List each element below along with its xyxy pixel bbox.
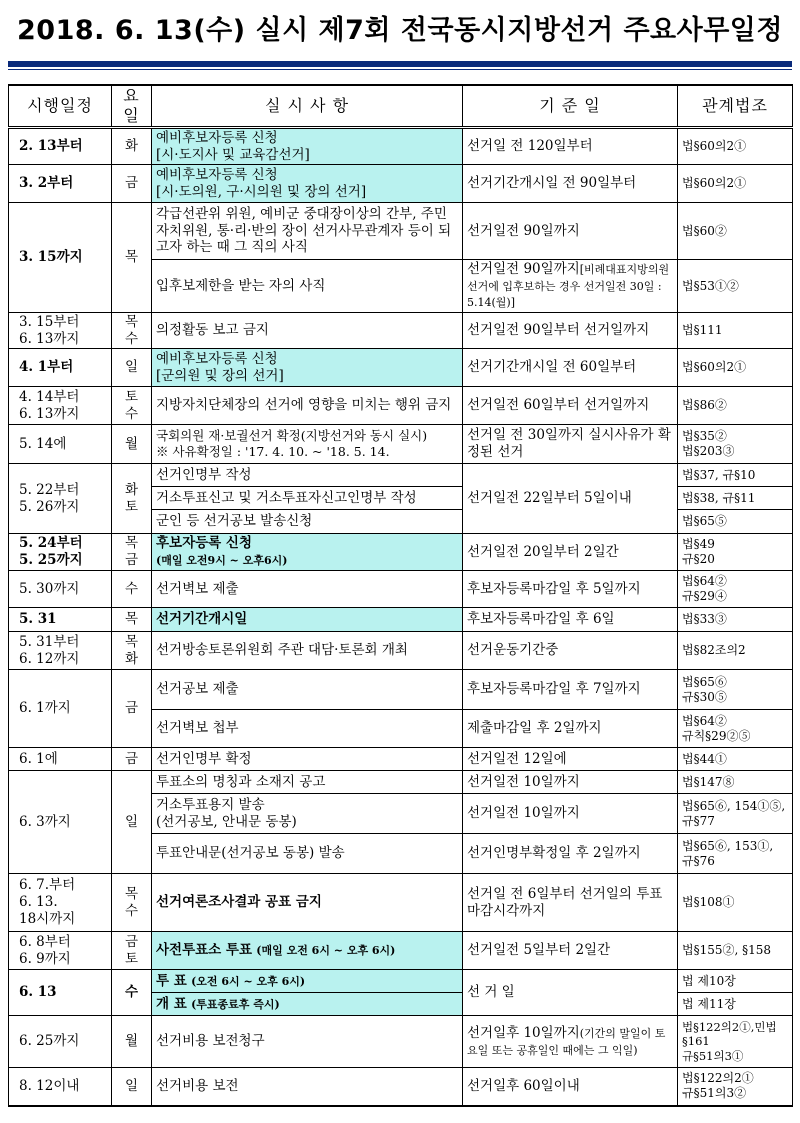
item-cell: 선거벽보 제출 — [152, 571, 463, 608]
base-cell: 선거일전 5일부터 2일간 — [463, 932, 678, 970]
table-row — [9, 128, 793, 165]
item-cell — [152, 534, 463, 571]
base-cell: 선거기간개시일 전 90일부터 — [463, 165, 678, 203]
table-row — [9, 571, 793, 608]
law-cell: 법§108① — [678, 874, 793, 932]
day-cell: 토 수 — [112, 387, 152, 425]
table-row — [9, 387, 793, 425]
table-row — [9, 670, 793, 710]
law-cell: 법§38, 규§11 — [678, 487, 793, 510]
item-cell — [152, 165, 463, 203]
law-cell: 법§65⑤ — [678, 510, 793, 534]
item-text: 후보자등록 신청 — [156, 535, 252, 552]
law-cell: 법 제10장 — [678, 970, 793, 993]
date-cell: 4. 14부터 6. 13까지 — [9, 387, 112, 425]
item-cell: 지방자치단체장의 선거에 영향을 미치는 행위 금지 — [152, 387, 463, 425]
law-cell: 법§33③ — [678, 608, 793, 632]
base-cell: 선거일 전 120일부터 — [463, 128, 678, 165]
law-cell: 법§37, 규§10 — [678, 464, 793, 487]
table-row — [9, 1016, 793, 1068]
item-cell — [152, 932, 463, 970]
law-cell: 법§60② — [678, 203, 793, 260]
day-cell: 목 수 — [112, 874, 152, 932]
base-note: [비례대표지방의원선거에 입후보하는 경우 선거일전 30일 : 5.14(월)] — [467, 262, 670, 310]
base-cell: 선거일 전 30일까지 실시사유가 확정된 선거 — [463, 425, 678, 464]
base-cell: 후보자등록마감일 후 6일 — [463, 608, 678, 632]
day-cell: 월 — [112, 425, 152, 464]
day-cell: 월 — [112, 1016, 152, 1068]
item-cell: 선거비용 보전청구 — [152, 1016, 463, 1068]
day-cell: 화 토 — [112, 464, 152, 534]
date-cell: 5. 31 — [9, 608, 112, 632]
item-cell — [152, 970, 463, 993]
base-cell: 후보자등록마감일 후 5일까지 — [463, 571, 678, 608]
date-cell: 6. 3까지 — [9, 771, 112, 874]
base-cell — [463, 260, 678, 313]
item-cell: 선거인명부 확정 — [152, 748, 463, 771]
header-base: 기 준 일 — [463, 85, 678, 128]
law-cell: 법§60의2① — [678, 349, 793, 387]
date-cell: 4. 1부터 — [9, 349, 112, 387]
base-cell: 후보자등록마감일 후 7일까지 — [463, 670, 678, 710]
law-cell: 법§49 규§20 — [678, 534, 793, 571]
item-text: 개 표 — [156, 995, 187, 1012]
law-cell: 법§86② — [678, 387, 793, 425]
law-cell: 법 제11장 — [678, 993, 793, 1016]
date-cell: 6. 25까지 — [9, 1016, 112, 1068]
date-cell: 6. 7.부터 6. 13. 18시까지 — [9, 874, 112, 932]
item-cell: 의정활동 보고 금지 — [152, 313, 463, 349]
day-cell: 수 — [112, 571, 152, 608]
item-cell: 투표안내문(선거공보 동봉) 발송 — [152, 834, 463, 874]
table-row — [9, 932, 793, 970]
base-text: 선거일전 90일까지 — [467, 260, 580, 277]
item-note: (매일 오전9시 ~ 오후6시) — [156, 554, 288, 567]
table-row — [9, 313, 793, 349]
date-cell: 6. 1까지 — [9, 670, 112, 748]
item-cell: 거소투표용지 발송 (선거공보, 안내문 동봉) — [152, 794, 463, 834]
date-cell: 5. 24부터 5. 25까지 — [9, 534, 112, 571]
base-cell: 선거인명부확정일 후 2일까지 — [463, 834, 678, 874]
date-cell: 3. 15부터 6. 13까지 — [9, 313, 112, 349]
base-cell: 선거일 전 6일부터 선거일의 투표마감시각까지 — [463, 874, 678, 932]
title-underline-thin — [8, 69, 792, 70]
base-cell: 선거일전 20일부터 2일간 — [463, 534, 678, 571]
law-cell: 법§111 — [678, 313, 793, 349]
base-cell: 선거일전 60일부터 선거일까지 — [463, 387, 678, 425]
item-text: 투 표 — [156, 972, 187, 989]
date-cell: 2. 13부터 — [9, 128, 112, 165]
table-row — [9, 748, 793, 771]
item-cell — [152, 349, 463, 387]
base-cell: 선거일전 10일까지 — [463, 794, 678, 834]
base-text: 선거일후 10일까지 — [467, 1024, 580, 1041]
day-cell: 금 토 — [112, 932, 152, 970]
schedule-table — [8, 84, 793, 1107]
law-cell: 법§147⑧ — [678, 771, 793, 794]
date-cell: 5. 14에 — [9, 425, 112, 464]
day-cell: 일 — [112, 771, 152, 874]
day-cell: 일 — [112, 1068, 152, 1106]
table-row — [9, 534, 793, 571]
table-row — [9, 632, 793, 670]
day-cell: 목 화 — [112, 632, 152, 670]
law-cell: 법§53①② — [678, 260, 793, 313]
table-row — [9, 608, 793, 632]
day-cell: 금 — [112, 748, 152, 771]
table-row — [9, 464, 793, 487]
day-cell: 목 수 — [112, 313, 152, 349]
base-cell: 선거기간개시일 전 60일부터 — [463, 349, 678, 387]
law-cell: 법§82조의2 — [678, 632, 793, 670]
day-cell: 수 — [112, 970, 152, 1016]
item-text: 사전투표소 투표 — [156, 942, 252, 959]
law-cell: 법§65⑥ 규§30⑤ — [678, 670, 793, 710]
item-cell: 선거벽보 첩부 — [152, 710, 463, 748]
base-cell: 제출마감일 후 2일까지 — [463, 710, 678, 748]
item-text: 예비후보자등록 신청 [시·도의원, 구·시의원 및 장의 선거] — [156, 166, 367, 200]
law-cell: 법§64② 규§29④ — [678, 571, 793, 608]
item-text: 예비후보자등록 신청 [군의원 및 장의 선거] — [156, 350, 284, 384]
day-cell: 화 — [112, 128, 152, 165]
item-cell: 선거방송토론위원회 주관 대담·토론회 개최 — [152, 632, 463, 670]
law-cell: 법§60의2① — [678, 165, 793, 203]
law-cell: 법§65⑥, 154①⑤, 규§77 — [678, 794, 793, 834]
item-note: (매일 오전 6시 ~ 오후 6시) — [256, 944, 396, 958]
day-cell: 목 — [112, 203, 152, 313]
page-title: 2018. 6. 13(수) 실시 제7회 전국동시지방선거 주요사무일정 — [17, 15, 783, 46]
law-cell: 법§35② 법§203③ — [678, 425, 793, 464]
law-cell: 법§155②, §158 — [678, 932, 793, 970]
item-cell — [152, 993, 463, 1016]
table-row — [9, 874, 793, 932]
law-cell: 법§122의2①,민법§161 규§51의3① — [678, 1016, 793, 1068]
base-cell: 선거일전 90일까지 — [463, 203, 678, 260]
date-cell: 6. 1에 — [9, 748, 112, 771]
item-cell: 국회의원 재·보궐선거 확정(지방선거와 동시 실시) ※ 사유확정일 : '17. 4. 10. ~ '18. 5. 14. — [152, 425, 463, 464]
law-cell: 법§44① — [678, 748, 793, 771]
base-cell: 선거일전 12일에 — [463, 748, 678, 771]
base-cell: 선거일전 10일까지 — [463, 771, 678, 794]
day-cell: 목 — [112, 608, 152, 632]
day-cell: 목 금 — [112, 534, 152, 571]
item-cell: 선거비용 보전 — [152, 1068, 463, 1106]
date-cell: 5. 30까지 — [9, 571, 112, 608]
table-row — [9, 771, 793, 794]
date-cell: 5. 22부터 5. 26까지 — [9, 464, 112, 534]
base-cell: 선거일후 60일이내 — [463, 1068, 678, 1106]
base-cell: 선거일전 22일부터 5일이내 — [463, 464, 678, 534]
item-text: 예비후보자등록 신청 [시·도지사 및 교육감선거] — [156, 129, 310, 163]
header-day: 요일 — [112, 85, 152, 128]
base-cell: 선 거 일 — [463, 970, 678, 1016]
table-row — [9, 970, 793, 993]
title-underline — [8, 61, 792, 67]
header-row — [9, 85, 793, 128]
day-cell: 금 — [112, 165, 152, 203]
base-cell: 선거일전 90일부터 선거일까지 — [463, 313, 678, 349]
date-cell: 6. 8부터 6. 9까지 — [9, 932, 112, 970]
item-cell: 선거기간개시일 — [152, 608, 463, 632]
day-cell: 금 — [112, 670, 152, 748]
item-cell: 거소투표신고 및 거소투표자신고인명부 작성 — [152, 487, 463, 510]
law-cell: 법§122의2① 규§51의3② — [678, 1068, 793, 1106]
table-row — [9, 1068, 793, 1106]
base-note: (기간의 말일이 토요일 또는 공휴일인 때에는 그 익일) — [467, 1026, 666, 1057]
law-cell: 법§60의2① — [678, 128, 793, 165]
table-row — [9, 425, 793, 464]
table-row — [9, 203, 793, 260]
header-law: 관계법조 — [678, 85, 793, 128]
item-cell: 투표소의 명칭과 소재지 공고 — [152, 771, 463, 794]
item-cell: 선거공보 제출 — [152, 670, 463, 710]
date-cell: 6. 13 — [9, 970, 112, 1016]
law-cell: 법§64② 규칙§29②⑤ — [678, 710, 793, 748]
item-cell: 군인 등 선거공보 발송신청 — [152, 510, 463, 534]
item-cell: 각급선관위 위원, 예비군 중대장이상의 간부, 주민자치위원, 통·리·반의 장이 선거사무관계자 등이 되고자 하는 때 그 직의 사직 — [152, 203, 463, 260]
base-cell: 선거운동기간중 — [463, 632, 678, 670]
item-cell: 선거인명부 작성 — [152, 464, 463, 487]
header-item: 실 시 사 항 — [152, 85, 463, 128]
date-cell: 3. 15까지 — [9, 203, 112, 313]
date-cell: 8. 12이내 — [9, 1068, 112, 1106]
table-row — [9, 165, 793, 203]
item-note: (오전 6시 ~ 오후 6시) — [191, 974, 306, 988]
date-cell: 5. 31부터 6. 12까지 — [9, 632, 112, 670]
item-cell — [152, 128, 463, 165]
law-cell: 법§65⑥, 153①, 규§76 — [678, 834, 793, 874]
table-row — [9, 349, 793, 387]
item-cell: 선거여론조사결과 공표 금지 — [152, 874, 463, 932]
item-note: (투표종료후 즉시) — [191, 997, 280, 1011]
day-cell: 일 — [112, 349, 152, 387]
header-date: 시행일정 — [9, 85, 112, 128]
base-cell — [463, 1016, 678, 1068]
date-cell: 3. 2부터 — [9, 165, 112, 203]
item-cell: 입후보제한을 받는 자의 사직 — [152, 260, 463, 313]
